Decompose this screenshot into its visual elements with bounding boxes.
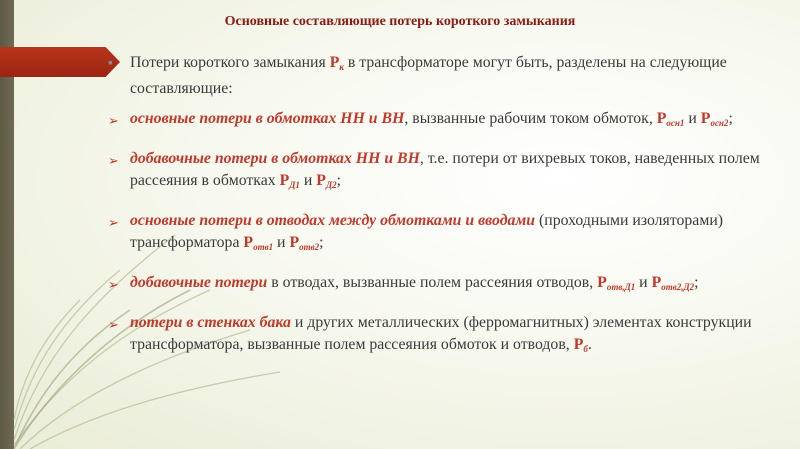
symbol: $Р_б$	[573, 336, 588, 354]
list-item: ➢ основные потери в обмотках НН и ВН, вызванные рабочим током обмоток, $Р_{осн1}$ и $Р_{осн2}$;	[106, 108, 776, 134]
bullet-list	[106, 52, 776, 374]
list-item: ➢ потери в стенках бака и других металлических (ферромагнитных) элементах конструкции трансформатора, вызванные полем рассеяния обмоток и отводов, $Р_б$.	[108, 314, 752, 354]
arrow-bullet-icon: ➢	[108, 215, 119, 230]
arrow-bullet-icon: ➢	[108, 153, 119, 168]
symbol: $Р_{Д1}$	[279, 172, 300, 190]
list-item: ➢ основные потери в отводах между обмотками и вводами (проходными изоляторами) трансформатора $Р_{отв1}$ и $Р_{отв2}$;	[108, 212, 724, 252]
intro-paragraph: ▪ Потери короткого замыкания $Р_к$ в трансформаторе могут быть, разделены на следующие составляющие:	[108, 54, 727, 97]
symbol: $Р_{отв2,Д2}$	[651, 274, 695, 292]
symbol: $Р_{осн2}$	[700, 110, 729, 128]
list-item: ➢ добавочные потери в обмотках НН и ВН, т.е. потери от вихревых токов, наведенных полем рассеяния в обмотках $Р_{Д1}$ и $Р_{Д2}$;	[108, 150, 760, 190]
symbol: $Р_{отв1}$	[243, 234, 274, 252]
square-bullet-icon: ▪	[108, 56, 113, 71]
symbol: $Р_{отв,Д1}$	[597, 274, 636, 292]
slide-title: Основные составляющие потерь короткого замыкания	[224, 14, 576, 29]
symbol: $Р_{осн1}$	[656, 110, 685, 128]
list-item: ➢ добавочные потери в отводах, вызванные полем рассеяния отводов, $Р_{отв,Д1}$ и $Р_{отв2,Д2}$;	[106, 272, 776, 298]
symbol-pk: $Р_к$	[329, 54, 344, 72]
arrow-bullet-icon: ➢	[108, 113, 119, 128]
arrow-bullet-icon: ➢	[108, 277, 119, 292]
symbol: $Р_{Д2}$	[316, 172, 337, 190]
arrow-bullet-icon: ➢	[108, 317, 119, 332]
title-ribbon	[0, 47, 120, 77]
symbol: $Р_{отв2}$	[289, 234, 320, 252]
